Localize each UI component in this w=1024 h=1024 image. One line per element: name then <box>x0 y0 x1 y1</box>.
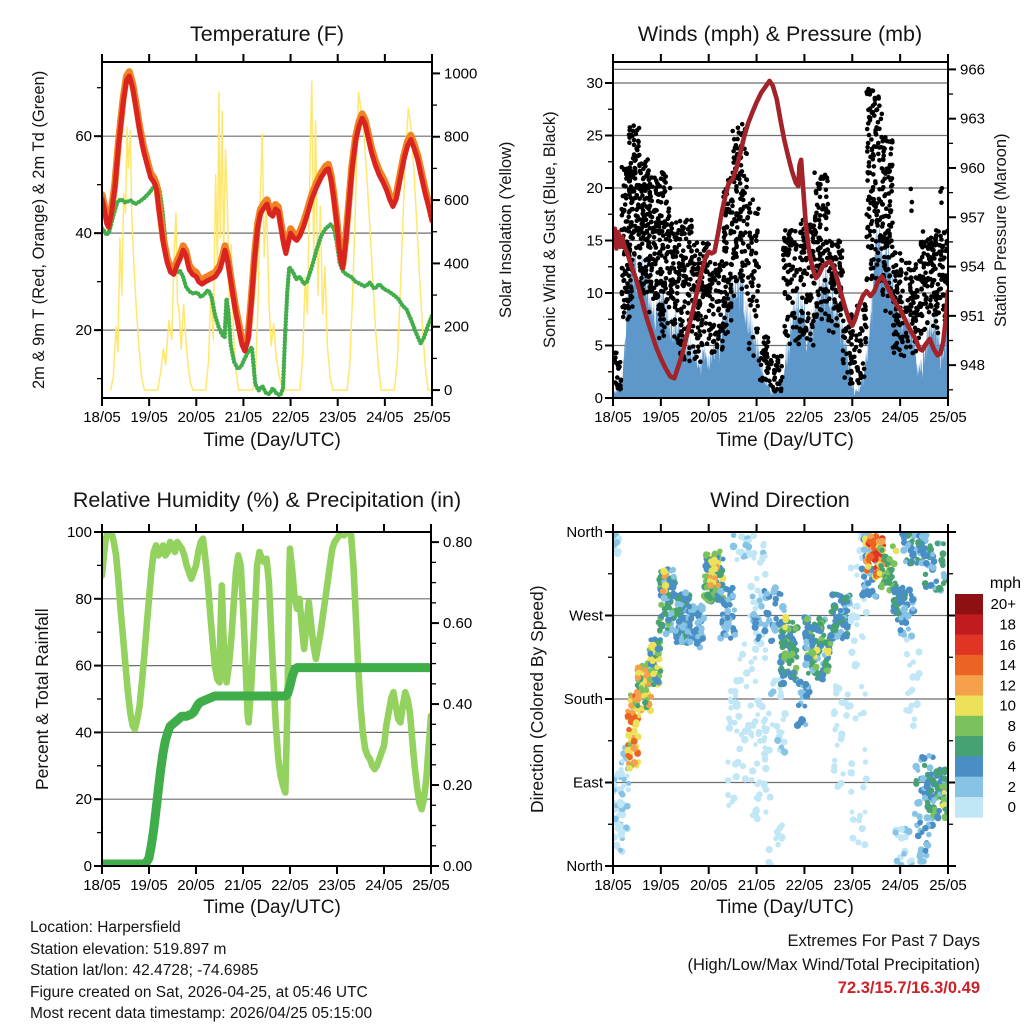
svg-text:8: 8 <box>1007 717 1016 735</box>
svg-text:North: North <box>566 858 603 875</box>
station-latlon: Station lat/lon: 42.4728; -74.6985 <box>30 962 259 979</box>
svg-text:21/05: 21/05 <box>737 409 776 426</box>
svg-text:23/05: 23/05 <box>318 877 356 894</box>
x-axis-label-temperature: Time (Day/UTC) <box>203 430 341 451</box>
panel-title-temperature: Temperature (F) <box>189 22 345 46</box>
svg-text:0: 0 <box>1007 799 1016 817</box>
svg-text:25/05: 25/05 <box>413 409 451 426</box>
svg-text:20: 20 <box>75 322 92 340</box>
svg-text:25: 25 <box>586 127 603 145</box>
station-elevation: Station elevation: 519.897 m <box>30 940 227 958</box>
svg-text:60: 60 <box>75 128 92 146</box>
svg-text:21/05: 21/05 <box>224 877 262 894</box>
svg-text:16: 16 <box>999 636 1016 654</box>
y-axis-label-station-pressure: Station Pressure (Maroon) <box>992 133 1010 327</box>
svg-text:200: 200 <box>444 318 470 336</box>
svg-text:60: 60 <box>75 657 92 675</box>
svg-text:22/05: 22/05 <box>785 877 824 894</box>
svg-text:10: 10 <box>586 285 603 302</box>
y-axis-label-percent-rainfall: Percent & Total Rainfall <box>32 608 52 790</box>
svg-text:5: 5 <box>594 337 603 355</box>
svg-text:0.00: 0.00 <box>443 858 473 875</box>
y-axis-label-wind-gust: Sonic Wind & Gust (Blue, Black) <box>541 111 559 349</box>
svg-text:20/05: 20/05 <box>689 409 728 426</box>
svg-text:0.80: 0.80 <box>443 534 473 552</box>
station-location: Location: Harpersfield <box>30 919 181 936</box>
svg-text:12: 12 <box>999 677 1016 695</box>
extremes-subheading: (High/Low/Max Wind/Total Precipitation) <box>687 955 980 974</box>
figure-created-timestamp: Figure created on Sat, 2026-04-25, at 05:46 UTC <box>30 983 368 1001</box>
svg-text:6: 6 <box>1007 738 1016 756</box>
svg-text:960: 960 <box>960 159 986 177</box>
svg-text:South: South <box>563 691 603 708</box>
svg-text:20/05: 20/05 <box>689 877 728 894</box>
svg-text:19/05: 19/05 <box>130 409 168 426</box>
extremes-heading: Extremes For Past 7 Days <box>787 932 980 950</box>
svg-text:10: 10 <box>999 697 1016 715</box>
svg-text:25/05: 25/05 <box>412 877 450 894</box>
svg-text:100: 100 <box>66 524 92 541</box>
temperature-plot <box>75 54 477 426</box>
y-axis-label-direction: Direction (Colored By Speed) <box>527 585 547 813</box>
svg-text:18/05: 18/05 <box>83 409 121 426</box>
svg-text:19/05: 19/05 <box>642 409 680 426</box>
most-recent-data-timestamp: Most recent data timestamp: 2026/04/25 05:15:00 <box>30 1005 373 1022</box>
svg-text:West: West <box>569 607 603 625</box>
svg-text:951: 951 <box>960 307 986 325</box>
svg-text:80: 80 <box>75 590 92 608</box>
svg-text:0: 0 <box>594 390 603 407</box>
svg-text:957: 957 <box>960 209 986 227</box>
svg-text:948: 948 <box>960 357 986 375</box>
svg-text:24/05: 24/05 <box>881 409 919 426</box>
svg-text:0.20: 0.20 <box>443 777 473 795</box>
svg-text:18/05: 18/05 <box>594 409 632 426</box>
svg-text:22/05: 22/05 <box>785 409 824 426</box>
svg-text:1000: 1000 <box>444 65 478 83</box>
panel-title-wind-direction: Wind Direction <box>710 488 850 512</box>
svg-text:30: 30 <box>586 75 603 92</box>
x-axis-label-humidity: Time (Day/UTC) <box>203 897 341 918</box>
extremes-block <box>687 930 980 1001</box>
humidity-precip-plot <box>67 524 472 894</box>
svg-text:400: 400 <box>444 255 470 273</box>
svg-text:24/05: 24/05 <box>365 877 403 894</box>
svg-text:22/05: 22/05 <box>271 409 310 426</box>
svg-text:40: 40 <box>75 724 92 742</box>
extremes-values: 72.3/15.7/16.3/0.49 <box>837 979 980 997</box>
svg-text:23/05: 23/05 <box>833 877 872 894</box>
svg-text:23/05: 23/05 <box>833 409 872 426</box>
y-axis-label-temperature-left: 2m & 9m T (Red, Orange) & 2m Td (Green) <box>30 70 48 390</box>
svg-text:25/05: 25/05 <box>929 409 967 426</box>
winds-pressure-plot <box>586 54 985 426</box>
svg-text:East: East <box>572 774 603 792</box>
station-info-block <box>30 917 372 1024</box>
svg-text:19/05: 19/05 <box>642 877 680 894</box>
svg-text:20/05: 20/05 <box>177 877 215 894</box>
x-axis-label-winds: Time (Day/UTC) <box>716 430 854 451</box>
svg-text:40: 40 <box>75 225 92 243</box>
wind-speed-colorbar <box>955 575 1021 818</box>
svg-text:21/05: 21/05 <box>224 409 263 426</box>
svg-text:25/05: 25/05 <box>929 877 967 894</box>
wind-direction-plot <box>564 524 967 894</box>
svg-text:600: 600 <box>444 192 470 210</box>
svg-text:19/05: 19/05 <box>130 877 168 894</box>
svg-text:0: 0 <box>83 858 92 875</box>
svg-text:18/05: 18/05 <box>594 877 632 894</box>
svg-text:20: 20 <box>586 180 603 197</box>
svg-text:954: 954 <box>960 258 986 276</box>
svg-text:20+: 20+ <box>990 596 1016 614</box>
svg-text:14: 14 <box>999 657 1016 675</box>
svg-text:0: 0 <box>444 382 453 400</box>
x-axis-label-wind-direction: Time (Day/UTC) <box>716 897 854 918</box>
svg-text:966: 966 <box>960 61 986 79</box>
svg-text:mph: mph <box>989 575 1021 592</box>
svg-text:North: North <box>566 524 603 541</box>
svg-text:800: 800 <box>444 128 470 146</box>
svg-text:0.40: 0.40 <box>443 696 473 714</box>
svg-text:15: 15 <box>586 232 603 250</box>
svg-text:963: 963 <box>960 110 986 128</box>
svg-text:0.60: 0.60 <box>443 615 473 633</box>
svg-text:23/05: 23/05 <box>318 409 357 426</box>
svg-text:24/05: 24/05 <box>366 409 404 426</box>
svg-text:4: 4 <box>1007 758 1016 776</box>
svg-text:22/05: 22/05 <box>271 877 309 894</box>
svg-text:20: 20 <box>75 791 92 809</box>
y-axis-label-solar-insolation: Solar Insolation (Yellow) <box>497 141 515 319</box>
svg-text:2: 2 <box>1007 778 1016 796</box>
svg-text:24/05: 24/05 <box>881 877 919 894</box>
svg-text:21/05: 21/05 <box>737 877 776 894</box>
svg-text:20/05: 20/05 <box>177 409 216 426</box>
panel-title-winds-pressure: Winds (mph) & Pressure (mb) <box>637 22 923 46</box>
panel-title-humidity-precip: Relative Humidity (%) & Precipitation (in) <box>72 488 462 512</box>
svg-text:18: 18 <box>999 616 1016 634</box>
svg-text:18/05: 18/05 <box>83 877 121 894</box>
